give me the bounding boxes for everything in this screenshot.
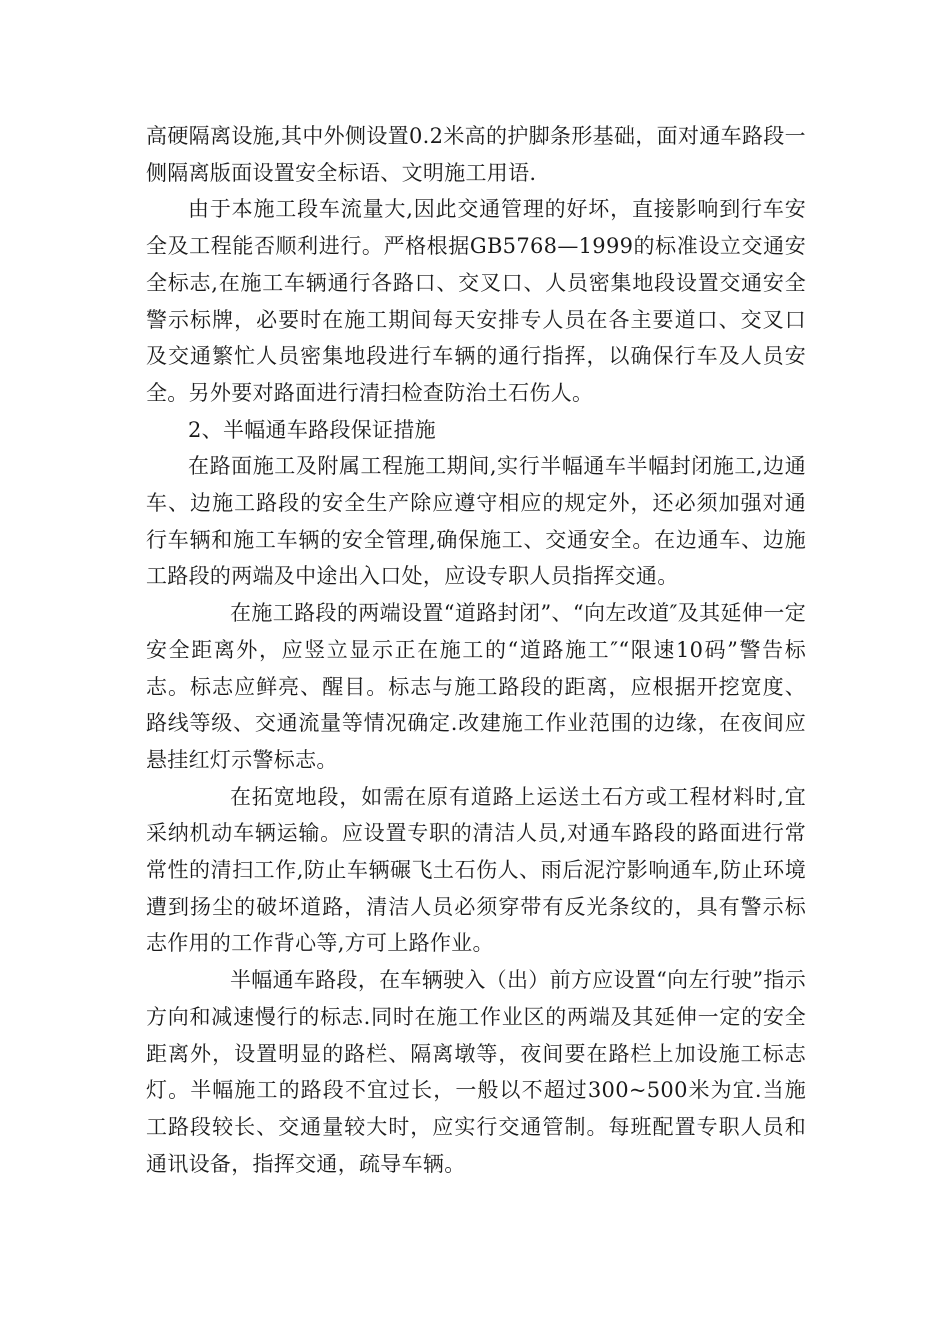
section-heading-half-width-traffic: 2、半幅通车路段保证措施 xyxy=(188,417,436,442)
paragraph-continuation: 高硬隔离设施,其中外侧设置0.2米高的护脚条形基础，面对通车路段一侧隔离版面设置安全标语、文明施工用语. xyxy=(146,124,806,185)
paragraph-traffic-management: 由于本施工段车流量大,因此交通管理的好坏，直接影响到行车安全及工程能否顺利进行。严格根据GB5768—1999的标准设立交通安全标志,在施工车辆通行各路口、交叉口、人员密集地段设置交通安全警示标牌，必要时在施工期间每天安排专人员在各主要道口、交叉口及交通繁忙人员密集地段进行车辆的通行指挥，以确保行车及人员安全。另外要对路面进行清扫检查防治土石伤人。 xyxy=(146,197,806,405)
document-body xyxy=(146,118,806,1182)
paragraph-warning-signs: 在施工路段的两端设置“道路封闭”、“向左改道″及其延伸一定安全距离外，应竖立显示正在施工的“道路施工″“限速10码”警告标志。标志应鲜亮、醒目。标志与施工路段的距离，应根据开挖宽度、路线等级、交通流量等情况确定.改建施工作业范围的边缘，在夜间应悬挂红灯示警标志。 xyxy=(146,601,806,772)
paragraph-half-closure-construction: 在路面施工及附属工程施工期间,实行半幅通车半幅封闭施工,边通车、边施工路段的安全生产除应遵守相应的规定外，还必须加强对通行车辆和施工车辆的安全管理,确保施工、交通安全。在边通车、边施工路段的两端及中途出入口处，应设专职人员指挥交通。 xyxy=(146,454,806,589)
paragraph-widening-section: 在拓宽地段，如需在原有道路上运送土石方或工程材料时,宜采纳机动车辆运输。应设置专职的清洁人员,对通车路段的路面进行常常性的清扫工作,防止车辆碾飞土石伤人、雨后泥泞影响通车,防止环境遭到扬尘的破坏道路，清洁人员必须穿带有反光条纹的，具有警示标志作用的工作背心等,方可上路作业。 xyxy=(146,784,806,956)
paragraph-half-width-road-section: 半幅通车路段，在车辆驶入（出）前方应设置“向左行驶”指示方向和减速慢行的标志.同时在施工作业区的两端及其延伸一定的安全距离外，设置明显的路栏、隔离墩等，夜间要在路栏上加设施工标志灯。半幅施工的路段不宜过长，一般以不超过300~500米为宜.当施工路段较长、交通量较大时，应实行交通管制。每班配置专职人员和通讯设备，指挥交通，疏导车辆。 xyxy=(146,968,806,1176)
